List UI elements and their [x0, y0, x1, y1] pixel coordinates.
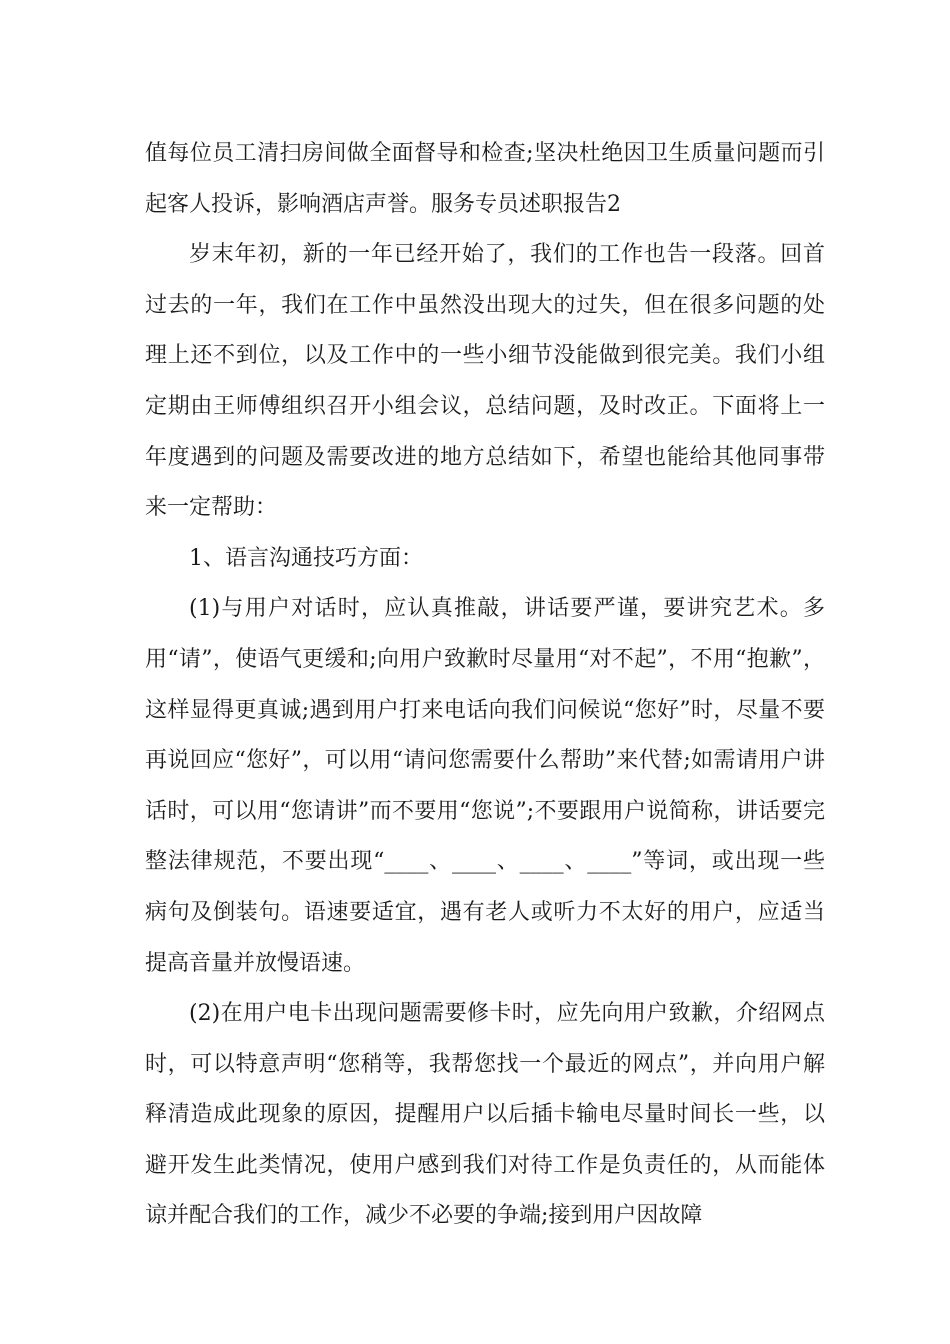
section-heading-language-skills: 1、语言沟通技巧方面：	[189, 545, 423, 571]
document-body	[145, 129, 825, 1242]
paragraph-item-2: (2)在用户电卡出现问题需要修卡时，应先向用户致歉，介绍网点时，可以特意声明“您稍等，我帮您找一个最近的网点”，并向用户解释清造成此现象的原因，提醒用户以后插卡输电尽量时间长一些，以避开发生此类情况，使用户感到我们对待工作是负责任的，从而能体谅并配合我们的工作，减少不必要的争端;接到用户因故障	[145, 1001, 825, 1229]
paragraph-item-1: (1)与用户对话时，应认真推敲，讲话要严谨，要讲究艺术。多用“请”，使语气更缓和;向用户致歉时尽量用“对不起”，不用“抱歉”，这样显得更真诚;遇到用户打来电话向我们问候说“您好”时，尽量不要再说回应“您好”，可以用“请问您需要什么帮助”来代替;如需请用户讲话时，可以用“您请讲”而不要用“您说”;不要跟用户说简称，讲话要完整法律规范，不要出现“____、____、____、____”等词，或出现一些病句及倒装句。语速要适宜，遇有老人或听力不太好的用户，应适当提高音量并放慢语速。	[145, 596, 825, 976]
paragraph-continuation: 值每位员工清扫房间做全面督导和检查;坚决杜绝因卫生质量问题而引起客人投诉，影响酒店声誉。服务专员述职报告2	[145, 141, 825, 217]
paragraph-intro: 岁末年初，新的一年已经开始了，我们的工作也告一段落。回首过去的一年，我们在工作中虽然没出现大的过失，但在很多问题的处理上还不到位，以及工作中的一些小细节没能做到很完美。我们小组定期由王师傅组织召开小组会议，总结问题，及时改正。下面将上一年度遇到的问题及需要改进的地方总结如下，希望也能给其他同事带来一定帮助：	[145, 242, 825, 521]
